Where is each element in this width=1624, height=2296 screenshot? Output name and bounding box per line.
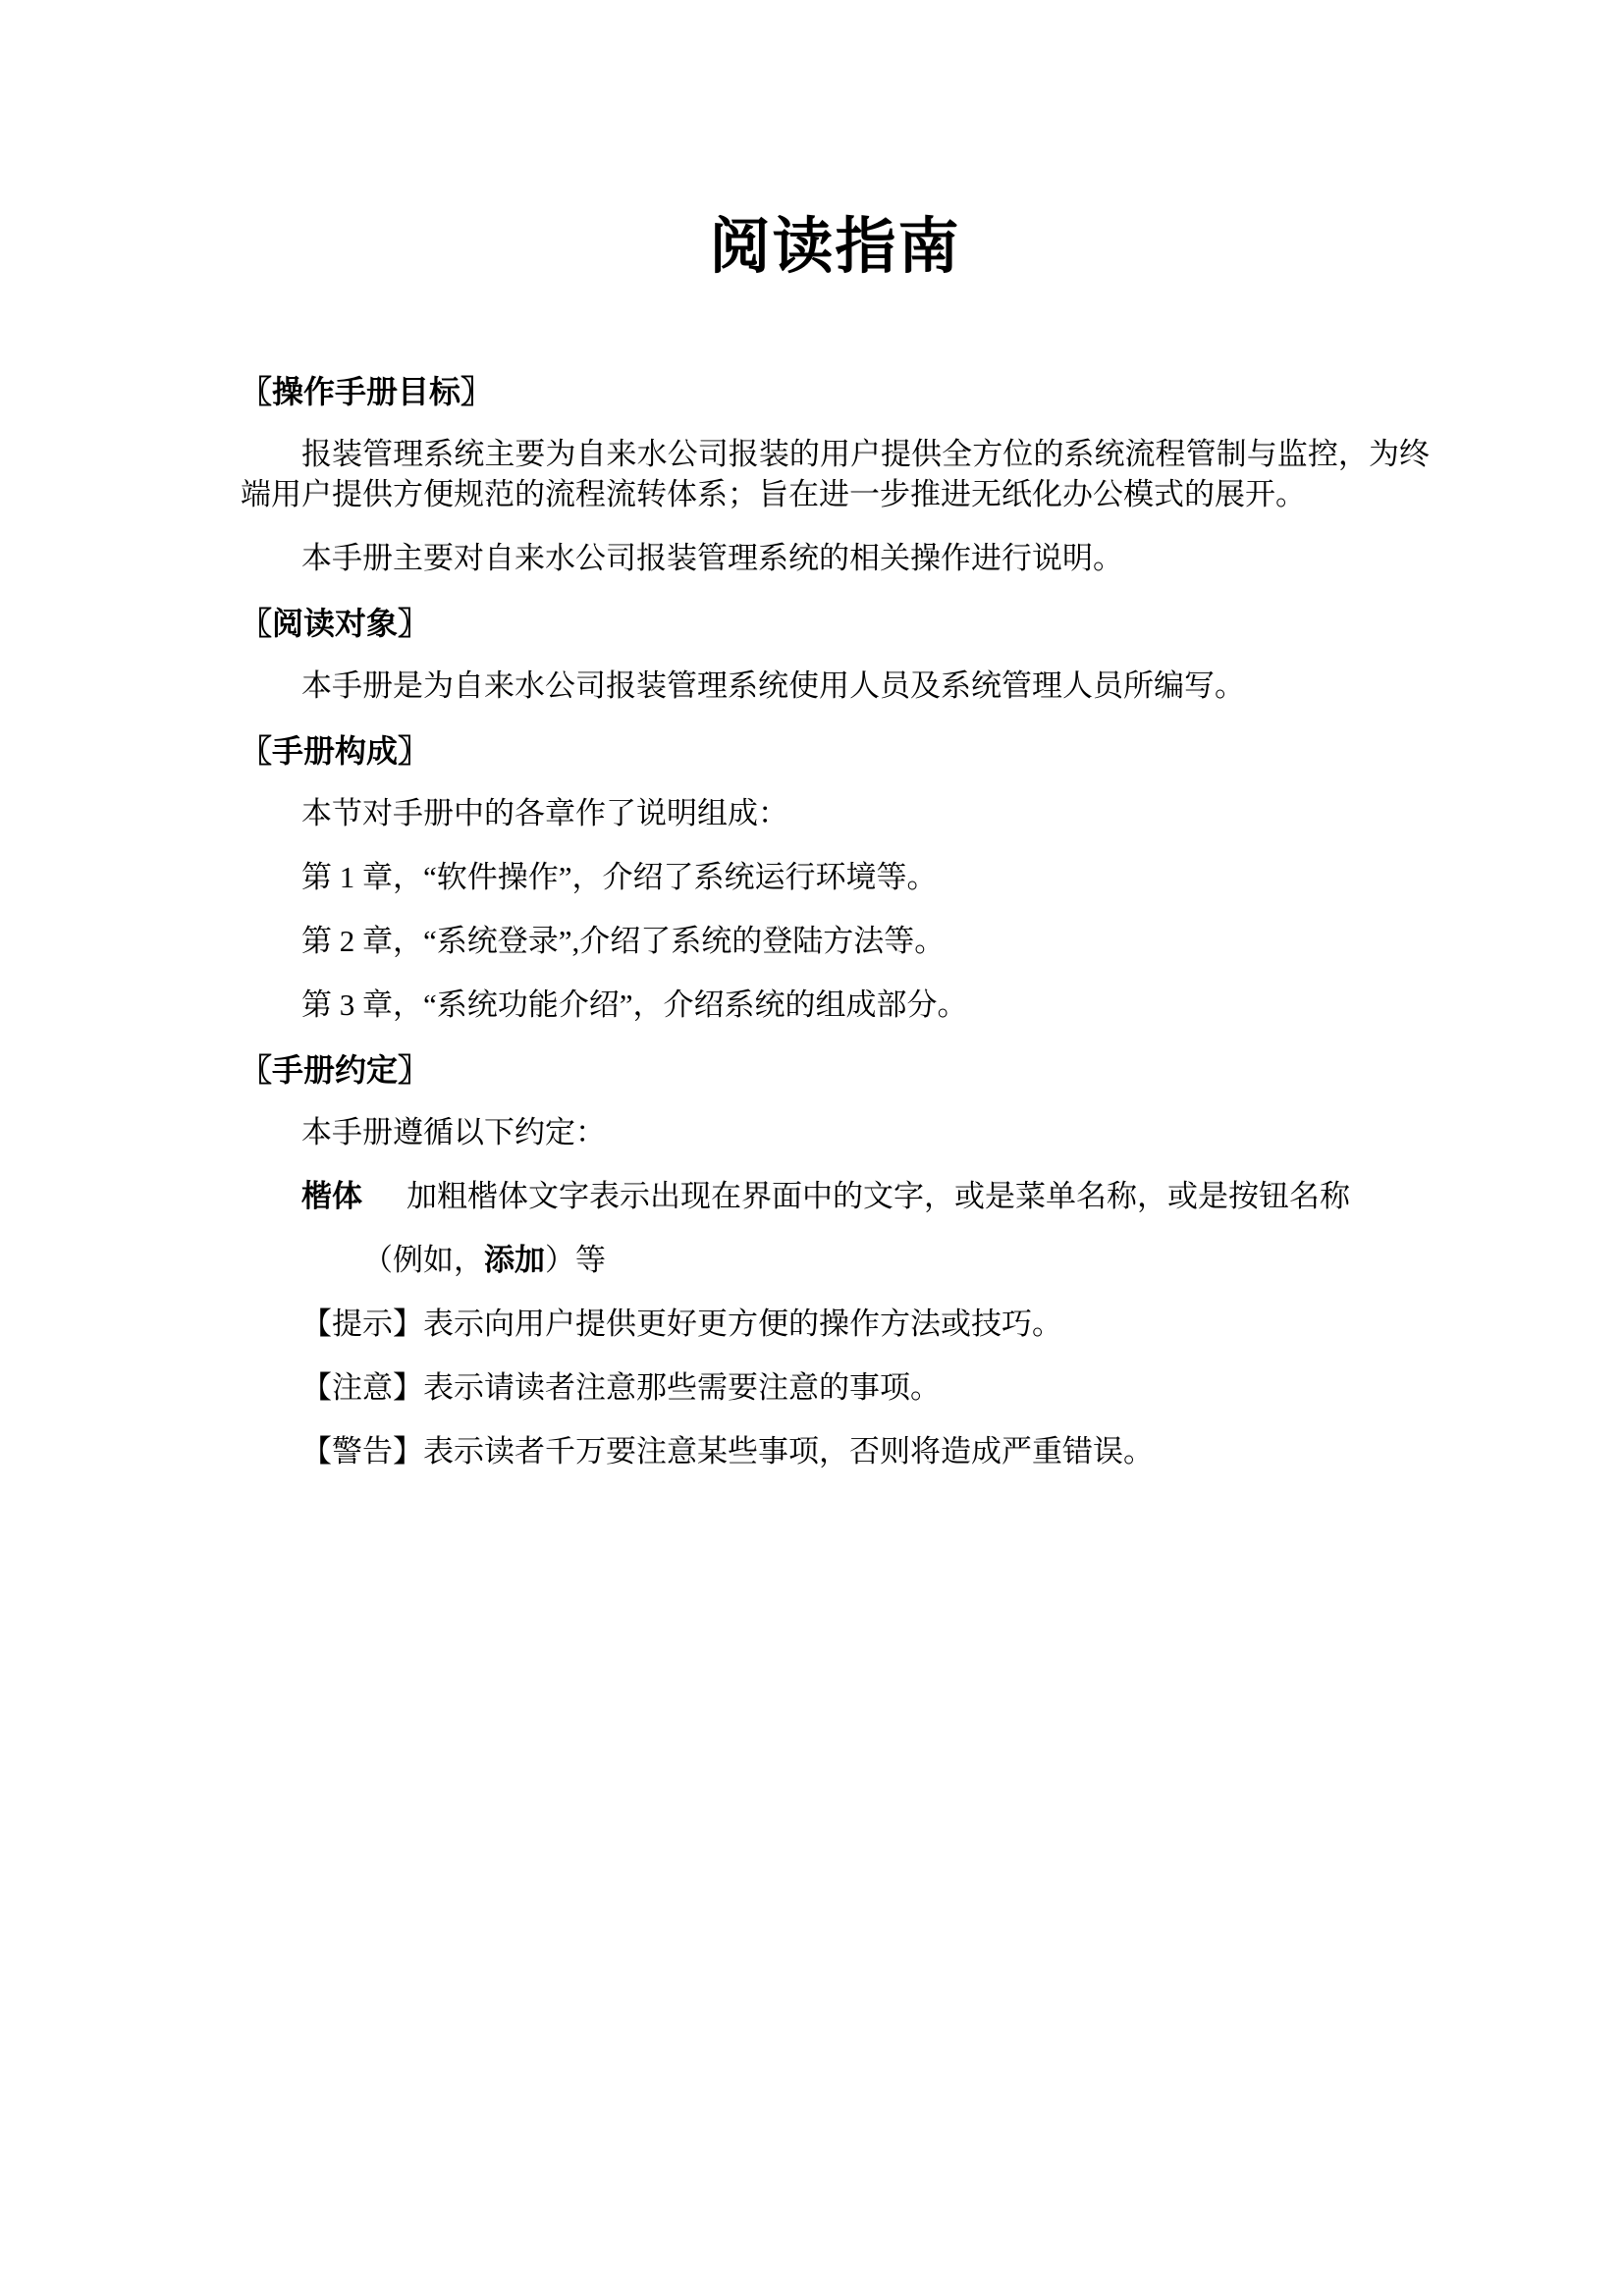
heading-reading-audience: 〖阅读对象〗	[241, 606, 430, 641]
para-chapter-3: 第 3 章，“系统功能介绍”，介绍系统的组成部分。	[301, 988, 968, 1022]
heading-manual-conventions: 〖手册约定〗	[241, 1052, 430, 1088]
para-conventions-intro: 本手册遵循以下约定：	[301, 1115, 606, 1149]
para-manual-purpose: 本手册主要对自来水公司报装管理系统的相关操作进行说明。	[301, 541, 1123, 575]
section-conventions	[241, 1048, 1430, 1471]
para-kaiti-example	[241, 1240, 1430, 1280]
page-title: 阅读指南	[709, 214, 961, 281]
example-bold-word: 添加	[484, 1243, 545, 1277]
kaiti-description: 加粗楷体文字表示出现在界面中的文字，或是菜单名称，或是按钮名称	[406, 1179, 1350, 1213]
para-system-overview: 报装管理系统主要为自来水公司报装的用户提供全方位的系统流程管制与监控，为终端用户提供方便规范的流程流转体系；旨在进一步推进无纸化办公模式的展开。	[241, 437, 1430, 511]
para-chapter-2: 第 2 章，“系统登录”,介绍了系统的登陆方法等。	[301, 924, 946, 958]
para-kaiti-convention	[241, 1176, 1430, 1216]
example-suffix: ）等	[545, 1243, 606, 1277]
para-warning-convention: 【警告】表示读者千万要注意某些事项，否则将造成严重错误。	[301, 1434, 1154, 1468]
section-audience	[241, 602, 1430, 706]
section-structure	[241, 729, 1430, 1025]
heading-manual-structure: 〖手册构成〗	[241, 733, 430, 769]
para-tip-convention: 【提示】表示向用户提供更好更方便的操作方法或技巧。	[301, 1307, 1062, 1341]
para-structure-intro: 本节对手册中的各章作了说明组成：	[301, 796, 788, 830]
example-prefix: （例如，	[362, 1243, 484, 1277]
para-chapter-1: 第 1 章，“软件操作”，介绍了系统运行环境等。	[301, 860, 938, 894]
kaiti-label: 楷体	[301, 1179, 362, 1213]
para-audience: 本手册是为自来水公司报装管理系统使用人员及系统管理人员所编写。	[301, 668, 1245, 703]
heading-manual-goal: 〖操作手册目标〗	[241, 374, 493, 409]
para-note-convention: 【注意】表示请读者注意那些需要注意的事项。	[301, 1370, 941, 1405]
section-goal	[241, 370, 1430, 578]
